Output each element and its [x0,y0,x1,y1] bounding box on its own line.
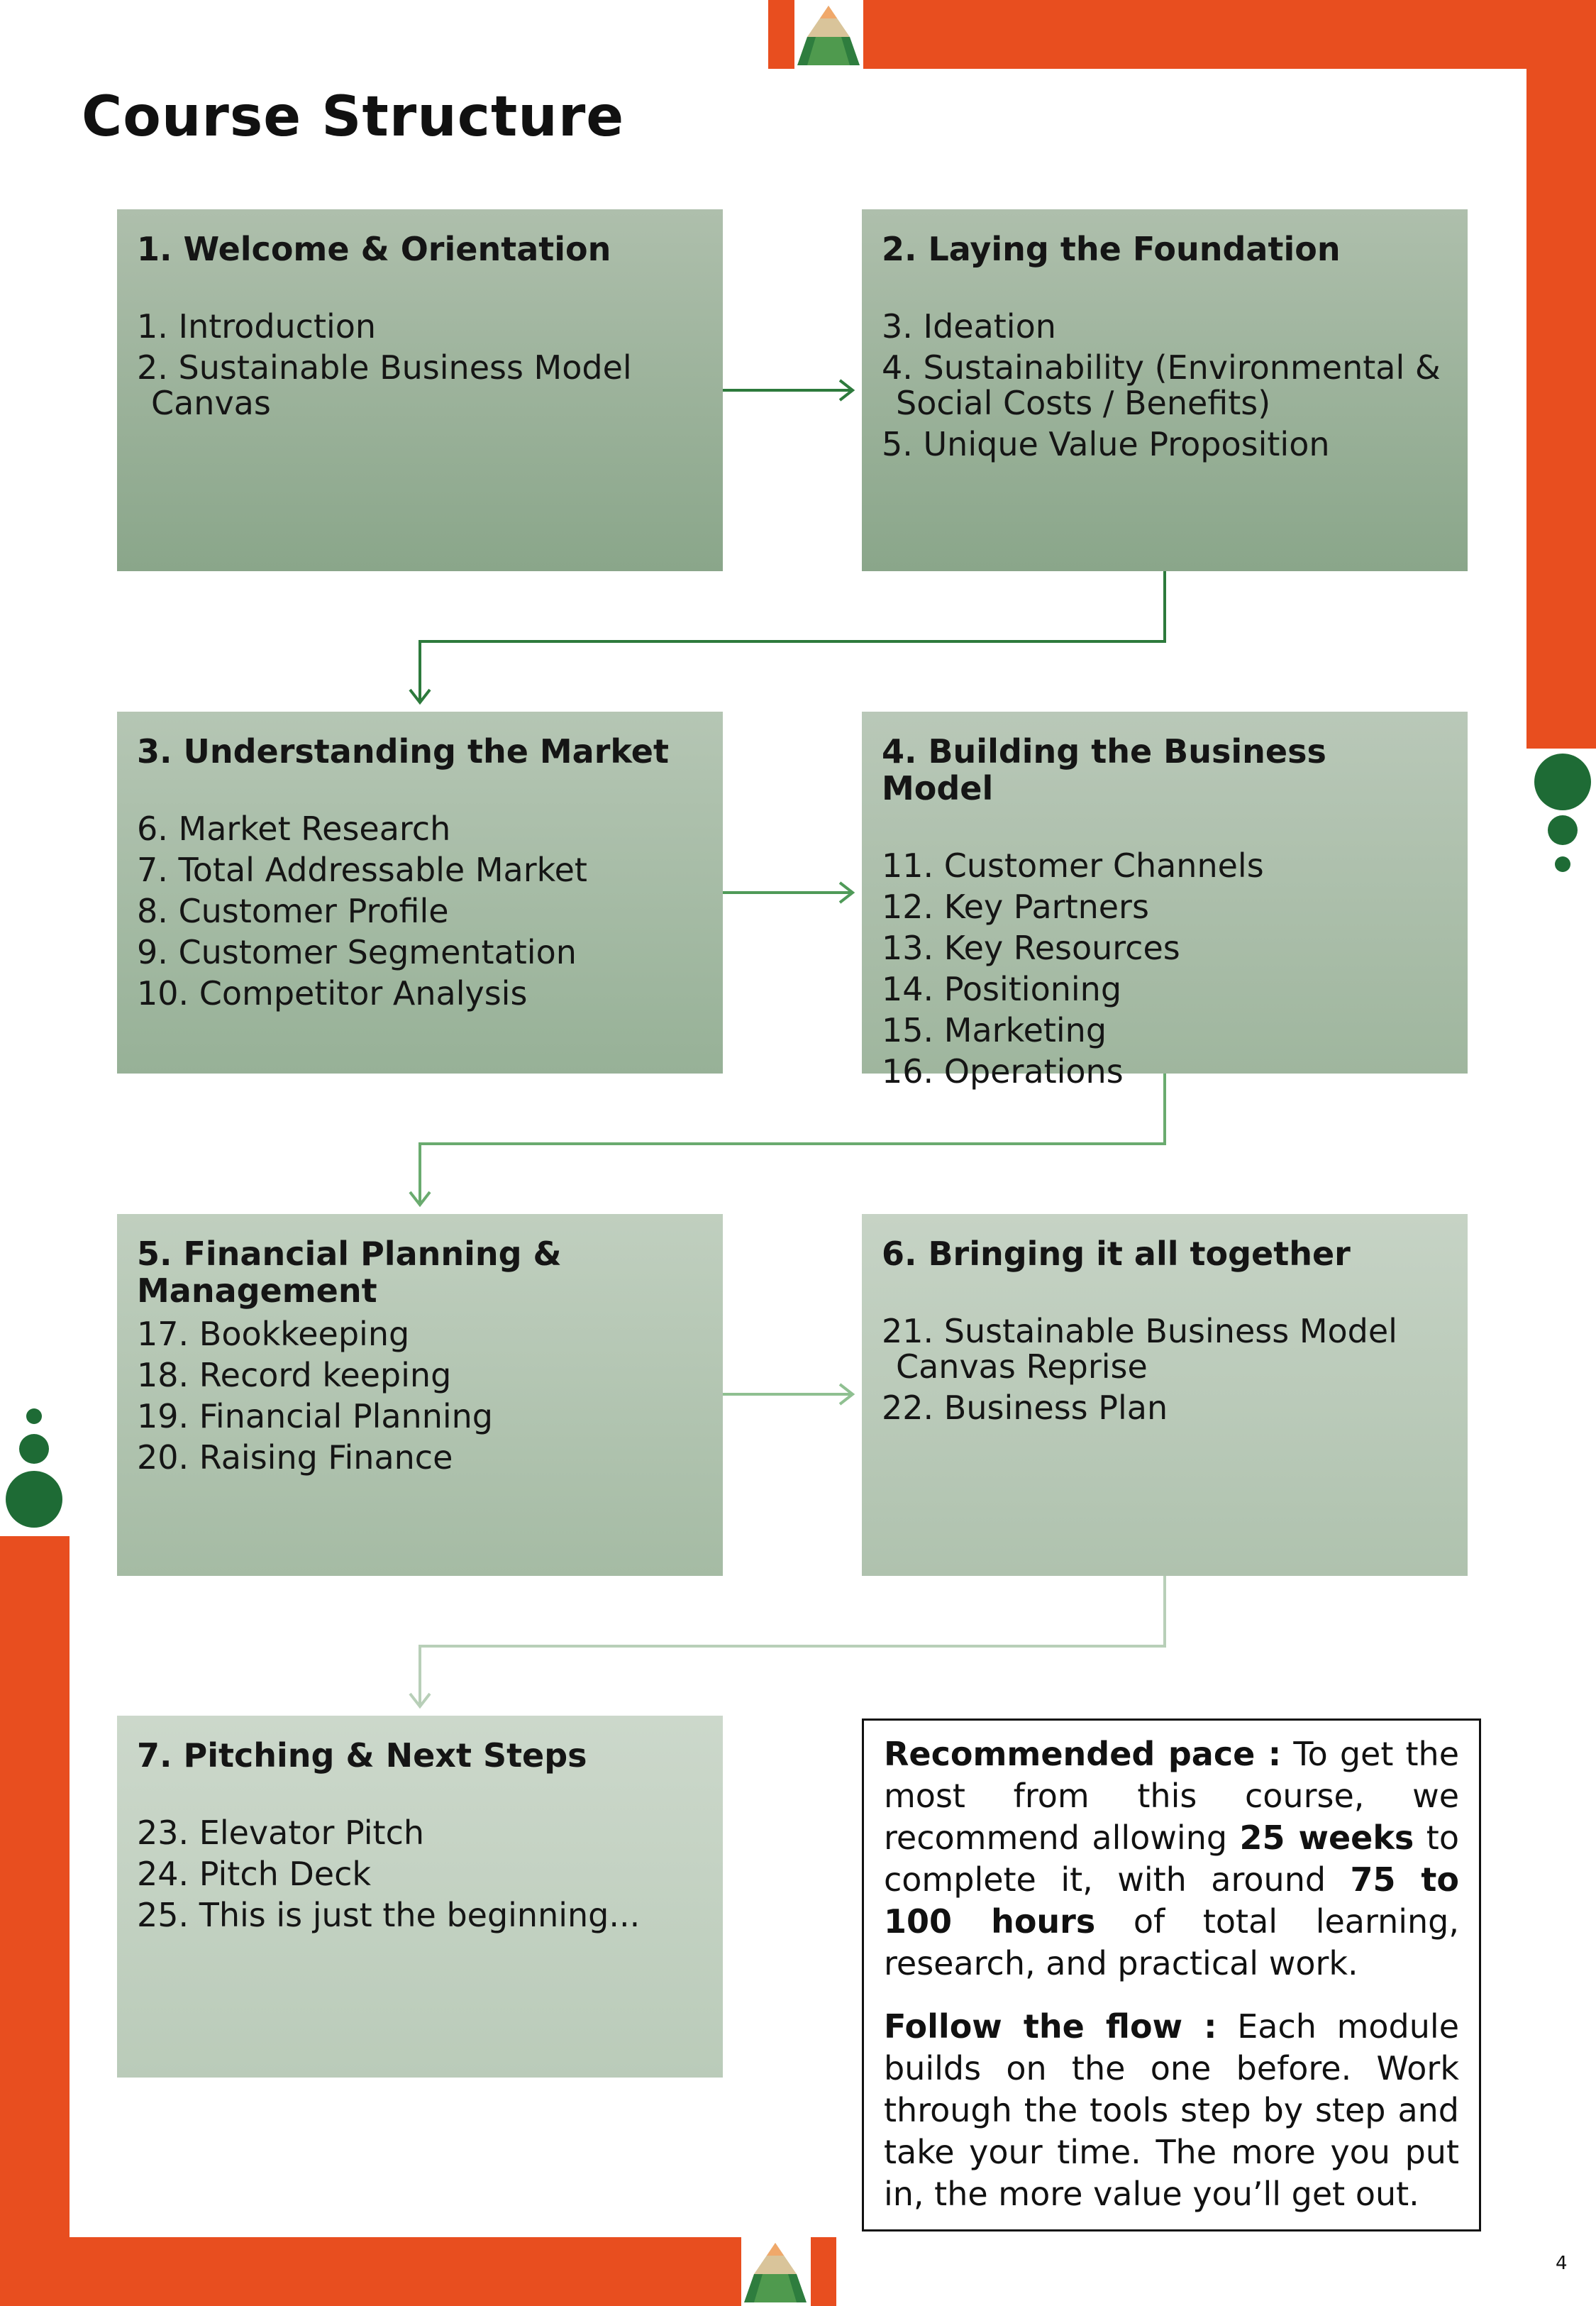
module-item: 19. Financial Planning [137,1397,493,1435]
dot-large [6,1471,62,1528]
recommended-pace-paragraph [884,1733,1459,1985]
orange-bar-right [1526,0,1596,749]
module-item-list [137,1316,703,1475]
module-item: 2. Sustainable Business Model Canvas [137,348,632,422]
flow-label: Follow the flow : [884,2007,1217,2046]
module-item: 24. Pitch Deck [137,1855,372,1893]
module-item-list [882,1313,1448,1425]
module-item: 10. Competitor Analysis [137,974,528,1013]
module-item: 12. Key Partners [882,888,1149,926]
module-card-6 [862,1214,1468,1576]
pace-text: to complete it, with around [884,1819,1459,1899]
pace-weeks: 25 weeks [1239,1819,1414,1857]
orange-bar-bottom-right [811,2237,836,2306]
module-item: 4. Sustainability (Environmental & Social Costs / Benefits) [882,348,1441,422]
module-title: 3. Understanding the Market [137,732,669,771]
dot-medium [1548,815,1578,845]
dot-small [1555,856,1570,872]
module-card-4 [862,712,1468,1091]
module-item: 17. Bookkeeping [137,1315,410,1353]
arrow-2-to-3 [420,571,1165,701]
flow-text: Each module builds on the one before. Work through the tools step by step and take your time. The more you put in, the more value you’ll get out. [884,2007,1459,2213]
module-item: 6. Market Research [137,810,451,848]
module-item: 5. Unique Value Proposition [882,425,1330,463]
module-item: 22. Business Plan [882,1389,1168,1427]
orange-bar-top-left [768,0,794,69]
module-item: 18. Record keeping [137,1356,452,1394]
logo-icon [794,0,863,69]
module-item-list [137,1815,703,1933]
module-item: 1. Introduction [137,307,377,346]
module-item: 14. Positioning [882,970,1122,1008]
module-card-7 [117,1716,723,2078]
module-item: 16. Operations [882,1052,1124,1091]
pace-label: Recommended pace : [884,1735,1282,1773]
logo-icon [741,2237,810,2306]
module-item: 8. Customer Profile [137,892,449,930]
module-title: 6. Bringing it all together [882,1235,1351,1273]
module-item: 3. Ideation [882,307,1056,346]
module-item: 7. Total Addressable Market [137,851,587,889]
recommendation-box [862,1719,1481,2231]
module-item: 11. Customer Channels [882,846,1264,885]
module-item: 13. Key Resources [882,929,1180,967]
page-title: Course Structure [82,85,625,149]
pace-hours: 75 to 100 hours [884,1860,1460,1941]
module-title: 4. Building the Business Model [882,732,1326,807]
module-item-list [882,848,1448,1089]
dot-medium [19,1434,49,1464]
module-item: 9. Customer Segmentation [137,933,577,971]
module-card-1 [117,209,723,571]
arrow-6-to-7 [420,1576,1165,1705]
pace-text: of total learning, research, and practical work. [884,1902,1459,1982]
module-item-list [137,811,703,1011]
dot-small [26,1408,42,1424]
module-title: 7. Pitching & Next Steps [137,1736,587,1775]
module-item-list [137,309,703,421]
orange-bar-left [0,1536,70,2306]
follow-flow-paragraph [884,2006,1459,2215]
module-item: 23. Elevator Pitch [137,1814,425,1852]
module-title: 1. Welcome & Orientation [137,230,611,268]
module-card-3 [117,712,723,1074]
module-title: 5. Financial Planning & Management [137,1235,562,1310]
page-number: 4 [1556,2253,1568,2274]
module-title: 2. Laying the Foundation [882,230,1341,268]
module-card-5 [117,1214,723,1576]
dot-large [1534,754,1591,810]
module-item: 15. Marketing [882,1011,1107,1049]
module-item-list [882,309,1448,462]
module-item: 20. Raising Finance [137,1438,453,1477]
module-card-2 [862,209,1468,571]
orange-bar-bottom-left [0,2237,741,2306]
arrow-4-to-5 [420,1074,1165,1203]
module-item: 25. This is just the beginning... [137,1896,641,1934]
orange-bar-top-right [863,0,1596,69]
pace-text: To get the most from this course, we recommend allowing [884,1735,1459,1857]
module-item: 21. Sustainable Business Model Canvas Reprise [882,1312,1397,1386]
